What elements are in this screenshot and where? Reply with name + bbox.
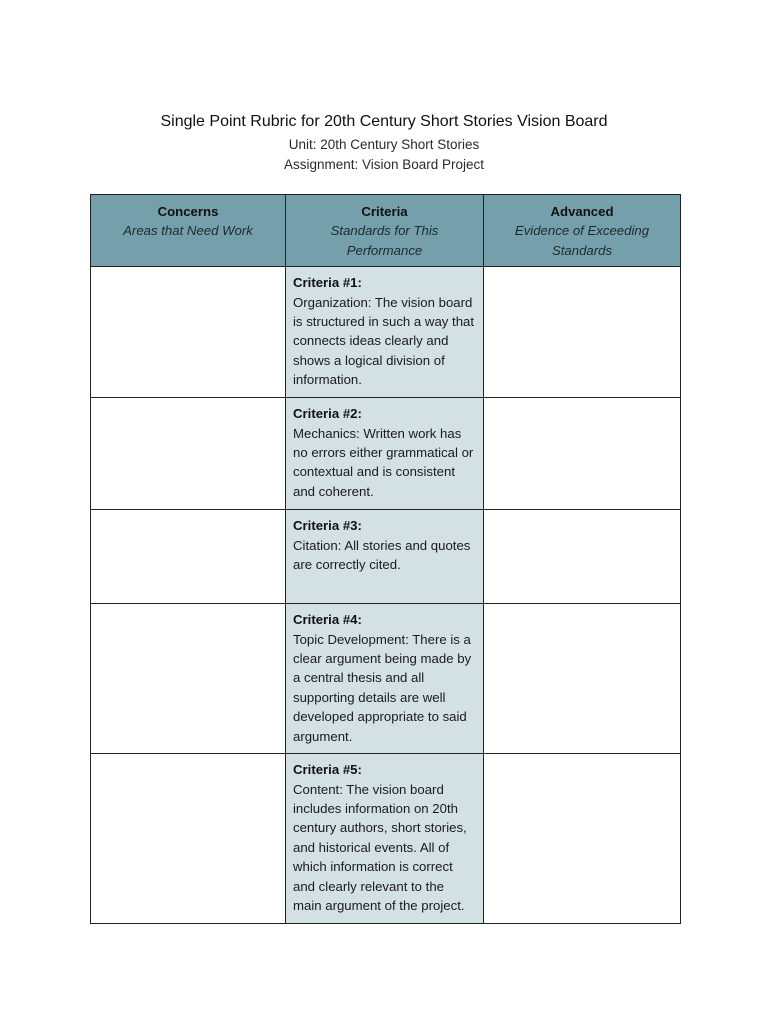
header-description: Evidence of Exceeding Standards [514, 223, 650, 258]
header-advanced [484, 195, 681, 267]
table-row [91, 604, 681, 754]
criteria-text: Organization: The vision board is structured in such a way that connects ideas clearly and shows a logical division of information. [293, 294, 475, 388]
table-row [91, 754, 681, 924]
table-row [91, 267, 681, 398]
criteria-label: Criteria #4: [293, 612, 362, 628]
header-title: Concerns [157, 204, 219, 219]
criteria-text: Citation: All stories and quotes are correctly cited. [293, 537, 471, 573]
header-concerns [91, 195, 286, 267]
concerns-cell[interactable] [91, 604, 286, 754]
criteria-cell [286, 398, 484, 510]
advanced-cell[interactable] [484, 754, 681, 924]
criteria-cell [286, 510, 484, 604]
advanced-cell[interactable] [484, 267, 681, 398]
criteria-cell [286, 754, 484, 924]
unit-line: Unit: 20th Century Short Stories [288, 137, 480, 152]
criteria-cell [286, 604, 484, 754]
header-title: Advanced [550, 204, 614, 219]
table-row [91, 398, 681, 510]
document-title: Single Point Rubric for 20th Century Short Stories Vision Board [160, 113, 608, 130]
header-description: Areas that Need Work [123, 223, 253, 239]
concerns-cell[interactable] [91, 510, 286, 604]
concerns-cell[interactable] [91, 398, 286, 510]
criteria-text: Mechanics: Written work has no errors either grammatical or contextual and is consistent and coherent. [293, 425, 474, 499]
rubric-table [90, 194, 681, 924]
assignment-line: Assignment: Vision Board Project [283, 157, 485, 172]
criteria-label: Criteria #3: [293, 518, 362, 534]
header-row [91, 195, 681, 267]
criteria-cell [286, 267, 484, 398]
advanced-cell[interactable] [484, 510, 681, 604]
header-criteria [286, 195, 484, 267]
header-description: Standards for This Performance [330, 223, 439, 258]
criteria-label: Criteria #5: [293, 762, 362, 778]
concerns-cell[interactable] [91, 267, 286, 398]
table-row [91, 510, 681, 604]
header-title: Criteria [361, 204, 408, 219]
concerns-cell[interactable] [91, 754, 286, 924]
advanced-cell[interactable] [484, 604, 681, 754]
advanced-cell[interactable] [484, 398, 681, 510]
criteria-label: Criteria #2: [293, 406, 362, 422]
criteria-text: Topic Development: There is a clear argument being made by a central thesis and all supporting details are well developed appropriate to said argument. [293, 631, 472, 744]
criteria-label: Criteria #1: [293, 275, 362, 291]
criteria-text: Content: The vision board includes information on 20th century authors, short stories, and historical events. All of which information is correct and clearly relevant to the main argument of the project. [293, 781, 467, 914]
